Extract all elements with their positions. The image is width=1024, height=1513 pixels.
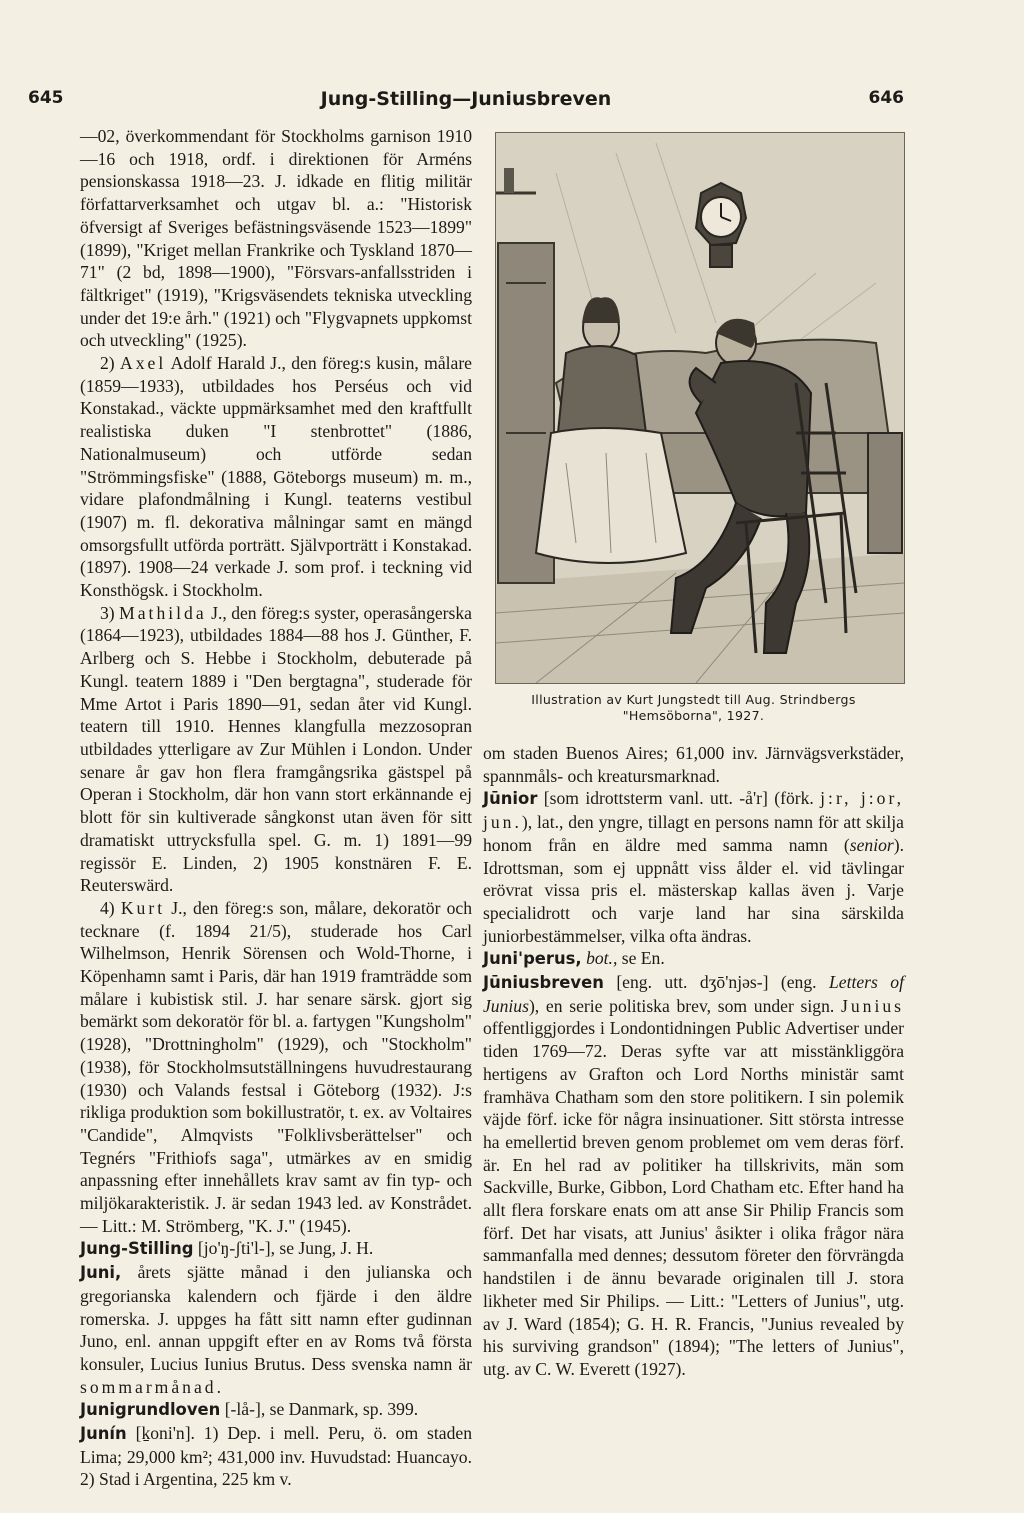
headword: Jung-Stilling <box>80 1239 194 1259</box>
entry-kurt-jungstedt: 4) Kurt J., den föreg:s son, målare, dekoratör och tecknare (f. 1894 21/5), studerade hos Carl Wilhelmson, Henrik Sörensen och Wold-Thorne, i Köpenhamn samt i Paris, där han 1919 framträdde som målare i kubistisk stil. J. har senare särsk. gjort sig bemärkt som dekoratör för bl. a. fartygen "Kungsholm" (1928), "Drottningholm" (1929), och "Stockholm" (1938), för Stockholmsutställningens huvudrestaurang (1930) och Valands festsal i Göteborg (1932). J:s rikliga produktion som bokillustratör, t. ex. av Voltaires "Candide", Almqvists "Folklivsberättelser" och Tegnérs "Frithiofs saga", utmärkes av en smidig anpassning efter innehållets krav samt av fin typ- och miljökarakteristik. J. är sedan 1943 led. av Konstrådet. — Litt.: M. Strömberg, "K. J." (1945). <box>80 897 472 1236</box>
right-column <box>483 742 904 1381</box>
paragraph-continuation: om staden Buenos Aires; 61,000 inv. Järnvägsverkstäder, spannmåls- och kreatursmarknad. <box>483 743 904 786</box>
entry-jung-stilling: Jung-Stilling [jo'ŋ-ʃti'l-], se Jung, J. H. <box>80 1238 374 1259</box>
headword: Juni'perus, <box>483 949 582 969</box>
headword: Juni, <box>80 1263 122 1283</box>
name-kurt: Kurt <box>120 897 166 918</box>
headword: Junín <box>80 1424 127 1444</box>
headword: Jūnior <box>483 789 538 809</box>
entry-mathilda-jungstedt: 3) Mathilda J., den föreg:s syster, operasångerska (1864—1923), utbildades 1884—88 hos J. Günther, F. Arlberg och S. Hebbe i Stockholm, debuterade på Kungl. teatern 1889 i "Den bergtagna", studerade för Mme Artot i Paris 1890—91, sedan åter vid Kungl. teatern till 1910. Hennes klangfulla mezzosopran utbildades ytterligare av Zur Mühlen i London. Under senare år gav hon flera framgångsrika gästspel på Operan i Stockholm, där hon vann stort erkännande ej blott för sin kultiverade sångkonst utan även för sitt dramatiskt uttrycksfulla spel. G. m. 1) 1891—99 regissör E. Linden, 2) 1905 konstnären F. E. Reuterswärd. <box>80 602 472 896</box>
entry-juniperus: Juni'perus, bot., se En. <box>483 948 665 969</box>
left-column <box>80 125 472 1491</box>
page-number-right: 646 <box>868 88 904 108</box>
page-header <box>28 88 904 116</box>
entry-junin: Junín [ḵoni'n]. 1) Dep. i mell. Peru, ö. om staden Lima; 29,000 km²; 431,000 inv. Huvudstad: Huancayo. 2) Stad i Argentina, 225 km v. <box>80 1423 472 1490</box>
illustration-drawing <box>495 132 905 684</box>
headword: Jūniusbreven <box>483 973 604 993</box>
name-mathilda: Mathilda <box>119 602 207 623</box>
entry-juni: Juni, årets sjätte månad i den julianska och gregorianska kalendern och fjärde i den äldre romerska. J. uppges ha fått sitt namn efter gudinnan Juno, enl. annan uppgift efter en av Roms två första konsuler, Lucius Iunius Brutus. Dess svenska namn är sommarmånad. <box>80 1262 472 1397</box>
entry-axel-jungstedt: 2) Axel Adolf Harald J., den föreg:s kusin, målare (1859—1933), utbildades hos Perséus och vid Konstakad., väckte uppmärksamhet med den kraftfullt realistiska duken "I stenbrottet" (1886, Nationalmuseum) och utförde sedan "Strömmingsfiske" (1888, Göteborgs museum) m. m., vidare plafondmålning i Kungl. teaterns vestibul (1907) m. fl. dekorativa målningar samt en mängd omsorgsfullt utförda porträtt. Självporträtt i Konstakad. (1897). 1908—24 verkade J. som prof. i teckning vid Konsthögsk. i Stockholm. <box>80 353 472 601</box>
running-title: Jung-Stilling—Juniusbreven <box>320 88 612 110</box>
headword: Junigrundloven <box>80 1400 221 1420</box>
figure-caption: Illustration av Kurt Jungstedt till Aug. Strindbergs "Hemsöborna", 1927. <box>531 692 856 723</box>
name-axel: Axel <box>120 353 167 374</box>
paragraph-continuation: —02, överkommendant för Stockholms garnison 1910—16 och 1918, ordf. i direktionen för Arméns pensionskassa 1918—23. J. idkade en flitig militär författarverksamhet och utgav bl. a.: "Historisk öfversigt af Sveriges befästningsväsende 1523—1899" (1899), "Kriget mellan Frankrike och Tyskland 1870—71" (2 bd, 1898—1900), "Försvars-anfallsstriden i fältkriget" (1919), "Krigsväsendets tekniska utveckling under det 19:e årh." (1921) och "Flygvapnets uppkomst och utveckling" (1925). <box>80 126 472 351</box>
page-number-left: 645 <box>28 88 64 108</box>
entry-junigrundloven: Junigrundloven [-lå-], se Danmark, sp. 399. <box>80 1399 419 1420</box>
entry-junior: Jūnior [som idrottsterm vanl. utt. -å'r] (förk. j:r, j:or, jun.), lat., den yngre, tillagt en persons namn för att skilja honom från en äldre med samma namn (senior). Idrottsman, som ej uppnått viss ålder el. vid tävlingar erövrat vissa pris el. mästerskap kallas även j. Varje specialidrott och varje land har sina särskilda juniorbestämmelser, vilka ofta ändras. <box>483 788 904 946</box>
entry-juniusbreven: Jūniusbreven [eng. utt. dʒō'njəs-] (eng. Letters of Junius), en serie politiska brev, som under sign. Junius offentliggjordes i Londontidningen Public Advertiser under tiden 1769—72. Deras syfte var att misstänkliggöra hertigens av Grafton och Lord Norths ministär samt framhäva Chatham som den store politikern. I sin polemik väjde förf. icke för några insinuationer. Sitt största intresse ha emellertid breven genom problemet om vem deras förf. är. En hel rad av politiker ha tillskrivits, män som Sackville, Burke, Gibbon, Lord Chatham etc. Efter hand ha allt flera forskare enats om att anse Sir Philip Francis som förf. Det har visats, att Junius' åsikter i olika frågor nära sammanfalla med dennes; dessutom företer den förvrängda handstilen i de ännu bevarade originalen till J. stora likheter med Sir Philips. — Litt.: "Letters of Junius", utg. av J. Ward (1854); G. H. R. Francis, "Junius revealed by his surviving grandson" (1894); "The letters of Junius", utg. av C. W. Everett (1927). <box>483 972 904 1379</box>
